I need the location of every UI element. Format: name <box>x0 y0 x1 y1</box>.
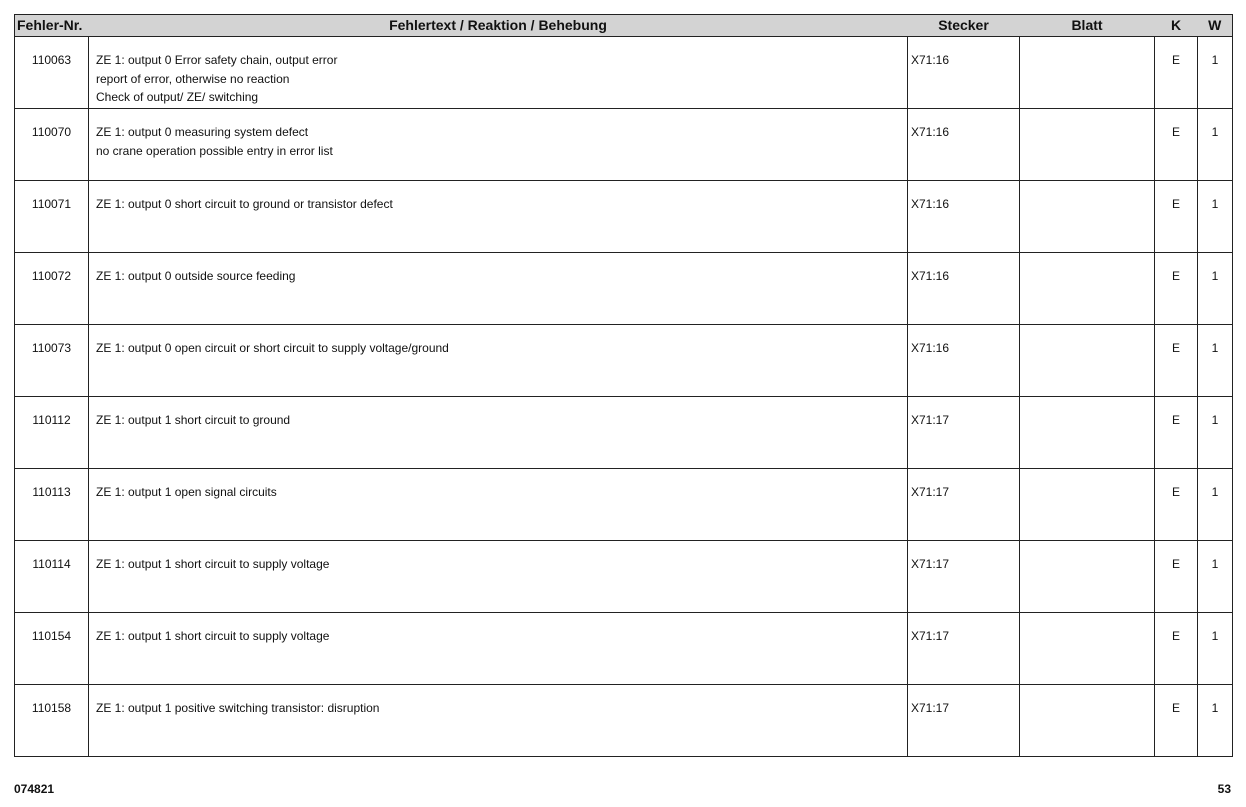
table-row <box>15 613 1233 685</box>
table-header-row <box>15 15 1233 37</box>
error-text-line: ZE 1: output 1 short circuit to ground <box>96 413 291 427</box>
error-number: 110112 <box>15 397 89 469</box>
w-value: 1 <box>1198 541 1233 613</box>
k-value: E <box>1155 685 1198 757</box>
connector: X71:17 <box>908 541 1020 613</box>
w-value: 1 <box>1198 109 1233 181</box>
error-number: 110071 <box>15 181 89 253</box>
sheet-ref <box>1020 541 1155 613</box>
table-row <box>15 109 1233 181</box>
error-text-line: report of error, otherwise no reaction <box>96 71 290 86</box>
error-code-table <box>14 14 1233 757</box>
header-fehlertext: Fehlertext / Reaktion / Behebung <box>89 15 908 37</box>
connector: X71:16 <box>908 37 1020 109</box>
error-text-line: ZE 1: output 0 outside source feeding <box>96 269 296 283</box>
sheet-ref <box>1020 325 1155 397</box>
error-number: 110113 <box>15 469 89 541</box>
connector: X71:16 <box>908 325 1020 397</box>
error-text-line: ZE 1: output 1 positive switching transistor: disruption <box>96 701 380 715</box>
connector: X71:16 <box>908 253 1020 325</box>
error-number: 110158 <box>15 685 89 757</box>
w-value: 1 <box>1198 37 1233 109</box>
w-value: 1 <box>1198 325 1233 397</box>
connector: X71:17 <box>908 397 1020 469</box>
error-number: 110073 <box>15 325 89 397</box>
error-text <box>89 109 908 181</box>
error-text <box>89 181 908 253</box>
k-value: E <box>1155 469 1198 541</box>
connector: X71:17 <box>908 685 1020 757</box>
table-row <box>15 397 1233 469</box>
table-row <box>15 541 1233 613</box>
sheet-ref <box>1020 613 1155 685</box>
sheet-ref <box>1020 469 1155 541</box>
header-k: K <box>1155 15 1198 37</box>
k-value: E <box>1155 397 1198 469</box>
k-value: E <box>1155 613 1198 685</box>
w-value: 1 <box>1198 469 1233 541</box>
w-value: 1 <box>1198 613 1233 685</box>
error-text-line: ZE 1: output 1 open signal circuits <box>96 485 277 499</box>
k-value: E <box>1155 325 1198 397</box>
connector: X71:17 <box>908 469 1020 541</box>
k-value: E <box>1155 253 1198 325</box>
error-text-line: ZE 1: output 0 open circuit or short circuit to supply voltage/ground <box>96 341 449 355</box>
error-text <box>89 325 908 397</box>
sheet-ref <box>1020 397 1155 469</box>
k-value: E <box>1155 541 1198 613</box>
error-number: 110070 <box>15 109 89 181</box>
w-value: 1 <box>1198 181 1233 253</box>
table-row <box>15 181 1233 253</box>
error-text <box>89 541 908 613</box>
error-text <box>89 613 908 685</box>
error-text <box>89 253 908 325</box>
error-number: 110072 <box>15 253 89 325</box>
error-text-line: ZE 1: output 0 short circuit to ground or transistor defect <box>96 197 393 211</box>
header-w: W <box>1198 15 1233 37</box>
error-text <box>89 37 908 109</box>
connector: X71:17 <box>908 613 1020 685</box>
header-fehler-nr: Fehler-Nr. <box>15 15 89 37</box>
error-text <box>89 469 908 541</box>
error-text-line: no crane operation possible entry in error list <box>96 143 333 158</box>
sheet-ref <box>1020 253 1155 325</box>
k-value: E <box>1155 109 1198 181</box>
error-number: 110114 <box>15 541 89 613</box>
error-number: 110063 <box>15 37 89 109</box>
w-value: 1 <box>1198 685 1233 757</box>
error-table-sheet <box>14 14 1232 757</box>
sheet-ref <box>1020 181 1155 253</box>
document-number: 074821 <box>14 782 55 796</box>
connector: X71:16 <box>908 109 1020 181</box>
error-text <box>89 397 908 469</box>
error-number: 110154 <box>15 613 89 685</box>
w-value: 1 <box>1198 253 1233 325</box>
sheet-ref <box>1020 685 1155 757</box>
table-row <box>15 37 1233 109</box>
header-stecker: Stecker <box>908 15 1020 37</box>
table-row <box>15 325 1233 397</box>
error-text <box>89 685 908 757</box>
error-text-line: ZE 1: output 0 measuring system defect <box>96 125 309 139</box>
error-text-line: ZE 1: output 0 Error safety chain, output error <box>96 53 338 67</box>
w-value: 1 <box>1198 397 1233 469</box>
page-number: 53 <box>1217 782 1231 796</box>
table-row <box>15 253 1233 325</box>
error-text-line: ZE 1: output 1 short circuit to supply voltage <box>96 629 330 643</box>
connector: X71:16 <box>908 181 1020 253</box>
header-blatt: Blatt <box>1020 15 1155 37</box>
k-value: E <box>1155 181 1198 253</box>
error-text-line: Check of output/ ZE/ switching <box>96 90 259 104</box>
table-row <box>15 685 1233 757</box>
error-text-line: ZE 1: output 1 short circuit to supply voltage <box>96 557 330 571</box>
sheet-ref <box>1020 109 1155 181</box>
table-row <box>15 469 1233 541</box>
k-value: E <box>1155 37 1198 109</box>
sheet-ref <box>1020 37 1155 109</box>
